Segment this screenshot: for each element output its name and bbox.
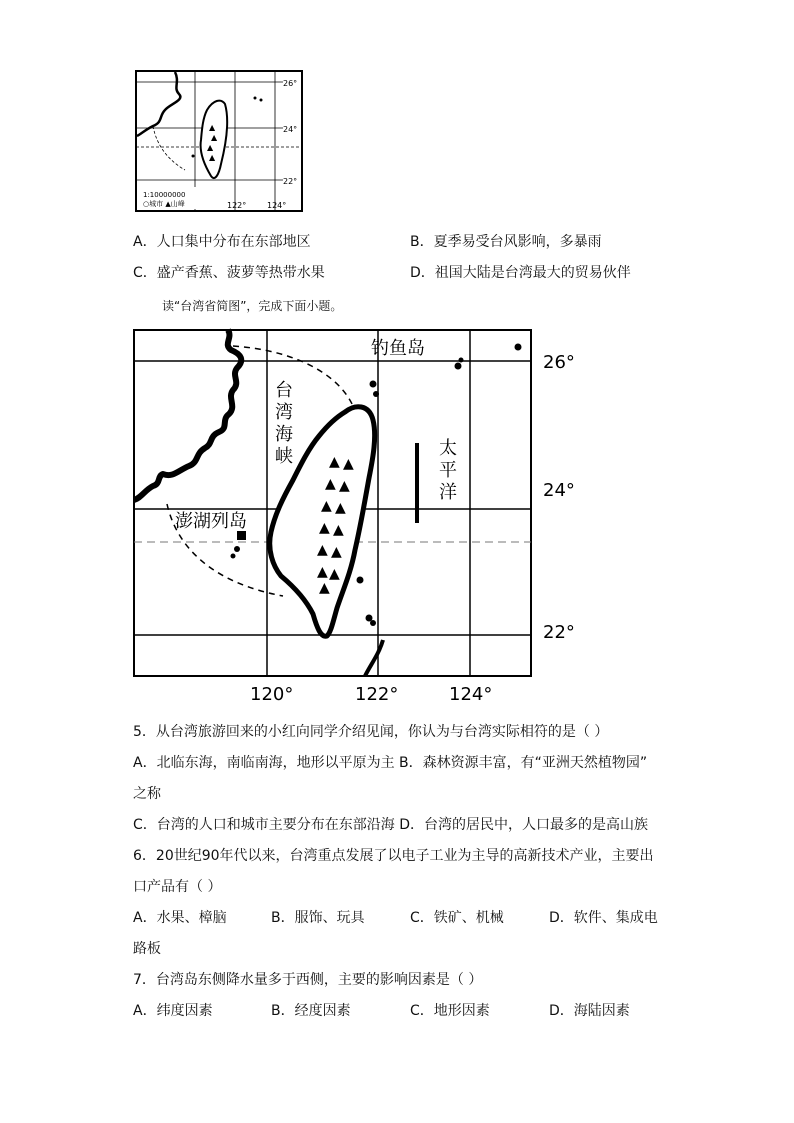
map-intro: 读“台湾省简图”，完成下面小题。 (162, 299, 343, 313)
q6-option-c: C．铁矿、机械 (410, 910, 504, 926)
svg-text:▲: ▲ (317, 542, 328, 558)
diaoyu-dot-1 (455, 363, 462, 370)
svg-text:▲: ▲ (319, 580, 330, 596)
small-lat-26: 26° (283, 79, 298, 88)
islet-5 (370, 620, 376, 626)
svg-text:▲: ▲ (333, 522, 344, 538)
svg-text:▲: ▲ (335, 500, 346, 516)
small-lat-24: 24° (283, 125, 298, 134)
q7-stem: 7．台湾岛东侧降水量多于西侧，主要的影响因素是（ ） (133, 972, 483, 988)
q6-option-a: A．水果、樟脑 (133, 910, 227, 926)
svg-text:▲: ▲ (339, 478, 350, 494)
svg-text:▲: ▲ (343, 456, 354, 472)
svg-text:▲: ▲ (209, 123, 216, 132)
diaoyu-dot-3 (515, 344, 522, 351)
lon-label-120: 120° (250, 684, 294, 705)
q4-option-a: A．人口集中分布在东部地区 (133, 234, 311, 250)
q7-option-b: B．经度因素 (271, 1003, 351, 1019)
svg-text:▲: ▲ (325, 476, 336, 492)
q5-option-b-cont: 之称 (133, 786, 161, 802)
small-lon-122: 122° (227, 201, 247, 210)
q7-option-d: D．海陆因素 (549, 1003, 630, 1019)
svg-text:▲: ▲ (331, 544, 342, 560)
q4-option-b: B．夏季易受台风影响，多暴雨 (410, 234, 602, 250)
penghu-dot-2 (231, 554, 236, 559)
penghu-main (237, 531, 246, 540)
lon-label-122: 122° (355, 684, 399, 705)
q4-option-d: D．祖国大陆是台湾最大的贸易伙伴 (410, 265, 631, 281)
islet-1 (370, 381, 377, 388)
diaoyu-dot-2 (459, 358, 464, 363)
q7-option-a: A．纬度因素 (133, 1003, 213, 1019)
q6-option-d: D．软件、集成电 (549, 910, 658, 926)
taiwan-map (133, 328, 603, 708)
q5-options-ab: A．北临东海，南临南海，地形以平原为主 B．森林资源丰富，有“亚洲天然植物园” (133, 755, 648, 771)
q6-option-b: B．服饰、玩具 (271, 910, 365, 926)
lon-label-124: 124° (449, 684, 493, 705)
label-strait-4: 峡 (275, 446, 293, 467)
svg-text:▲: ▲ (321, 498, 332, 514)
label-strait-2: 湾 (275, 402, 293, 423)
lat-label-24: 24° (543, 480, 575, 501)
penghu-dot-1 (234, 546, 240, 552)
small-lon-124: 124° (267, 201, 287, 210)
q7-option-c: C．地形因素 (410, 1003, 490, 1019)
svg-text:▲: ▲ (211, 133, 218, 142)
svg-text:▲: ▲ (329, 454, 340, 470)
svg-text:▲: ▲ (329, 566, 340, 582)
label-diaoyu: 钓鱼岛 (371, 338, 425, 359)
small-map-legend: ○城市 ▲山峰 (143, 200, 185, 208)
label-pacific-1: 太 (439, 438, 457, 459)
small-taiwan-map (135, 70, 305, 214)
label-pacific-3: 洋 (439, 482, 457, 503)
lat-label-26: 26° (543, 352, 575, 373)
label-pacific-2: 平 (439, 460, 457, 481)
q6-stem-cont: 口产品有（ ） (133, 879, 222, 895)
svg-text:▲: ▲ (209, 153, 216, 162)
q6-stem: 6．20世纪90年代以来，台湾重点发展了以电子工业为主导的高新技术产业，主要出 (133, 848, 654, 864)
islet-2 (373, 391, 379, 397)
q5-options-cd: C．台湾的人口和城市主要分布在东部沿海 D．台湾的居民中，人口最多的是高山族 (133, 817, 649, 833)
islet-3 (357, 577, 364, 584)
lat-label-22: 22° (543, 622, 575, 643)
svg-text:▲: ▲ (207, 143, 214, 152)
label-strait-3: 海 (275, 424, 293, 445)
label-penghu: 澎湖列岛 (175, 511, 247, 532)
q6-option-d-cont: 路板 (133, 941, 161, 957)
label-strait-1: 台 (275, 380, 293, 401)
q4-option-c: C．盛产香蕉、菠萝等热带水果 (133, 265, 325, 281)
svg-text:▲: ▲ (319, 520, 330, 536)
small-lat-22: 22° (283, 177, 298, 186)
small-map-scale: 1:10000000 (143, 191, 186, 199)
q5-stem: 5．从台湾旅游回来的小红向同学介绍见闻，你认为与台湾实际相符的是（ ） (133, 724, 609, 740)
svg-text:▲: ▲ (317, 564, 328, 580)
